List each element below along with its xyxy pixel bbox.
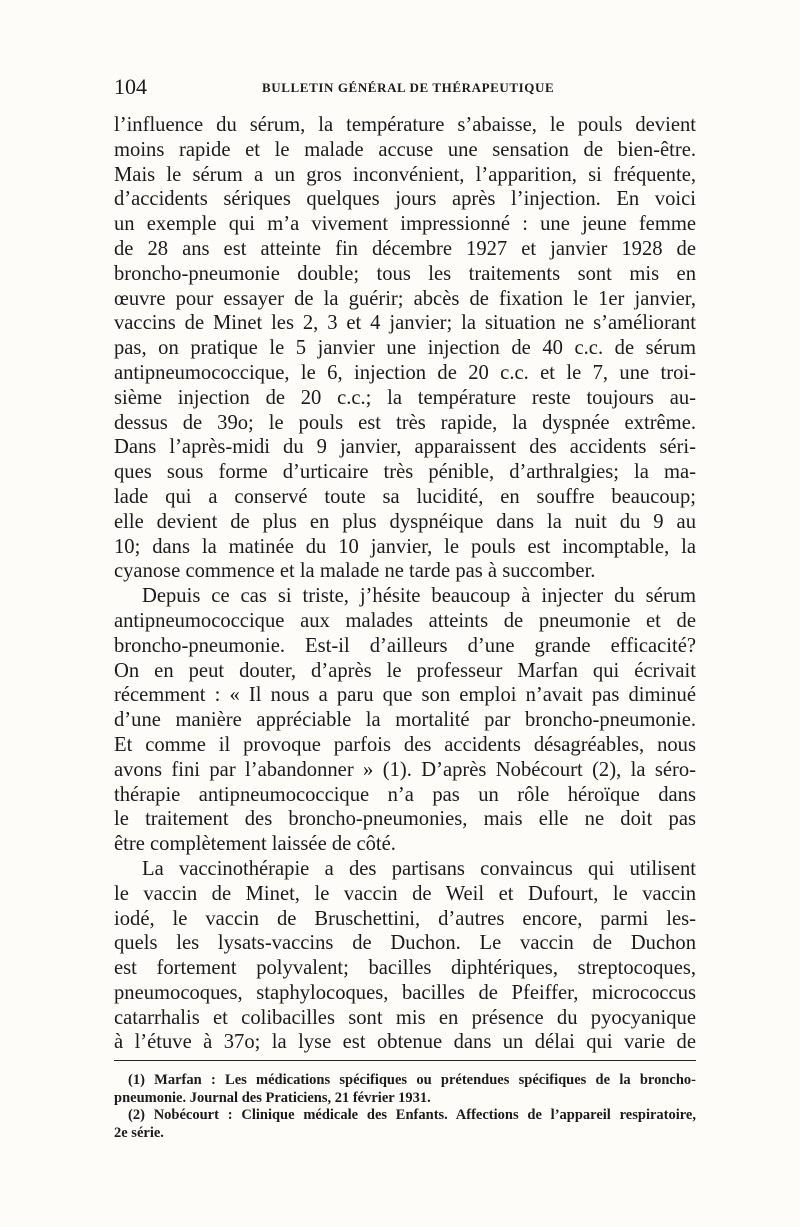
- text-line: de 28 ans est atteinte fin décembre 1927 et janvier 1928 de: [114, 237, 696, 260]
- footnote-line: 2e série.: [114, 1124, 164, 1141]
- text-line: quels les lysats-vaccins de Duchon. Le vaccin de Duchon: [114, 932, 696, 955]
- text-line: ques sous forme d’urticaire très pénible, d’arthralgies; la ma-: [114, 461, 696, 484]
- text-line: un exemple qui m’a vivement impressionné : une jeune femme: [114, 213, 696, 236]
- text-line: à l’étuve à 37o; la lyse est obtenue dans un délai qui varie de: [114, 1031, 696, 1054]
- text-line: thérapie antipneumococcique n’a pas un rôle héroïque dans: [114, 783, 696, 806]
- text-line: broncho-pneumonie. Est-il d’ailleurs d’une grande efficacité?: [114, 634, 696, 657]
- text-line: avons fini par l’abandonner » (1). D’après Nobécourt (2), la séro-: [114, 758, 696, 781]
- text-line: moins rapide et le malade accuse une sensation de bien-être.: [114, 138, 696, 161]
- text-line: d’accidents sériques quelques jours après l’injection. En voici: [114, 188, 696, 211]
- text-line: œuvre pour essayer de la guérir; abcès de fixation le 1er janvier,: [114, 287, 696, 310]
- text-line: Et comme il provoque parfois des accidents désagréables, nous: [114, 733, 696, 756]
- text-line: elle devient de plus en plus dyspnéique dans la nuit du 9 au: [114, 510, 696, 533]
- text-line: l’influence du sérum, la température s’abaisse, le pouls devient: [114, 114, 696, 136]
- text-line: est fortement polyvalent; bacilles diphtériques, streptocoques,: [114, 957, 696, 980]
- text-line: Dans l’après-midi du 9 janvier, apparaissent des accidents séri-: [114, 436, 696, 459]
- text-line: pneumocoques, staphylocoques, bacilles de Pfeiffer, micrococcus: [114, 981, 696, 1004]
- body-text: [114, 113, 696, 1055]
- text-line: Mais le sérum a un gros inconvénient, l’apparition, si fréquente,: [114, 163, 696, 186]
- page-header: [114, 72, 688, 102]
- text-line: antipneumococcique aux malades atteints de pneumonie et de: [114, 609, 696, 632]
- page-number: 104: [114, 74, 147, 99]
- text-line: 10; dans la matinée du 10 janvier, le pouls est incomptable, la: [114, 535, 696, 558]
- text-line: iodé, le vaccin de Bruschettini, d’autres encore, parmi les-: [114, 907, 696, 930]
- text-line: On en peut douter, d’après le professeur Marfan qui écrivait: [114, 659, 696, 682]
- footnotes: [114, 1072, 696, 1142]
- text-line: dessus de 39o; le pouls est très rapide, la dyspnée extrême.: [114, 411, 696, 434]
- text-line: d’une manière appréciable la mortalité par broncho-pneumonie.: [114, 709, 696, 732]
- footnote-line: pneumonie. Journal des Praticiens, 21 février 1931.: [114, 1089, 431, 1106]
- text-line: sième injection de 20 c.c.; la température reste toujours au-: [114, 386, 696, 409]
- footnote-divider: [114, 1060, 696, 1061]
- text-line: broncho-pneumonie double; tous les traitements sont mis en: [114, 262, 696, 285]
- running-title: BULLETIN GÉNÉRAL DE THÉRAPEUTIQUE: [262, 80, 555, 95]
- text-line: cyanose commence et la malade ne tarde pas à succomber.: [114, 560, 596, 583]
- text-line: lade qui a conservé toute sa lucidité, en souffre beaucoup;: [114, 485, 696, 508]
- footnote-line: (2) Nobécourt : Clinique médicale des Enfants. Affections de l’appareil respiratoire,: [128, 1107, 696, 1124]
- text-line: pas, on pratique le 5 janvier une injection de 40 c.c. de sérum: [114, 337, 696, 360]
- footnote-line: (1) Marfan : Les médications spécifiques ou prétendues spécifiques de la broncho-: [128, 1072, 696, 1088]
- text-line: le traitement des broncho-pneumonies, mais elle ne doit pas: [114, 808, 696, 831]
- text-line: être complètement laissée de côté.: [114, 833, 396, 856]
- text-line: récemment : « Il nous a paru que son emploi n’avait pas diminué: [114, 684, 696, 707]
- text-line: Depuis ce cas si triste, j’hésite beaucoup à injecter du sérum: [142, 585, 696, 608]
- text-line: La vaccinothérapie a des partisans convaincus qui utilisent: [142, 857, 696, 880]
- text-line: antipneumococcique, le 6, injection de 20 c.c. et le 7, une troi-: [114, 361, 696, 384]
- text-line: catarrhalis et colibacilles sont mis en présence du pyocyanique: [114, 1006, 696, 1029]
- text-line: le vaccin de Minet, le vaccin de Weil et Dufourt, le vaccin: [114, 882, 696, 905]
- text-line: vaccins de Minet les 2, 3 et 4 janvier; la situation ne s’améliorant: [114, 312, 696, 335]
